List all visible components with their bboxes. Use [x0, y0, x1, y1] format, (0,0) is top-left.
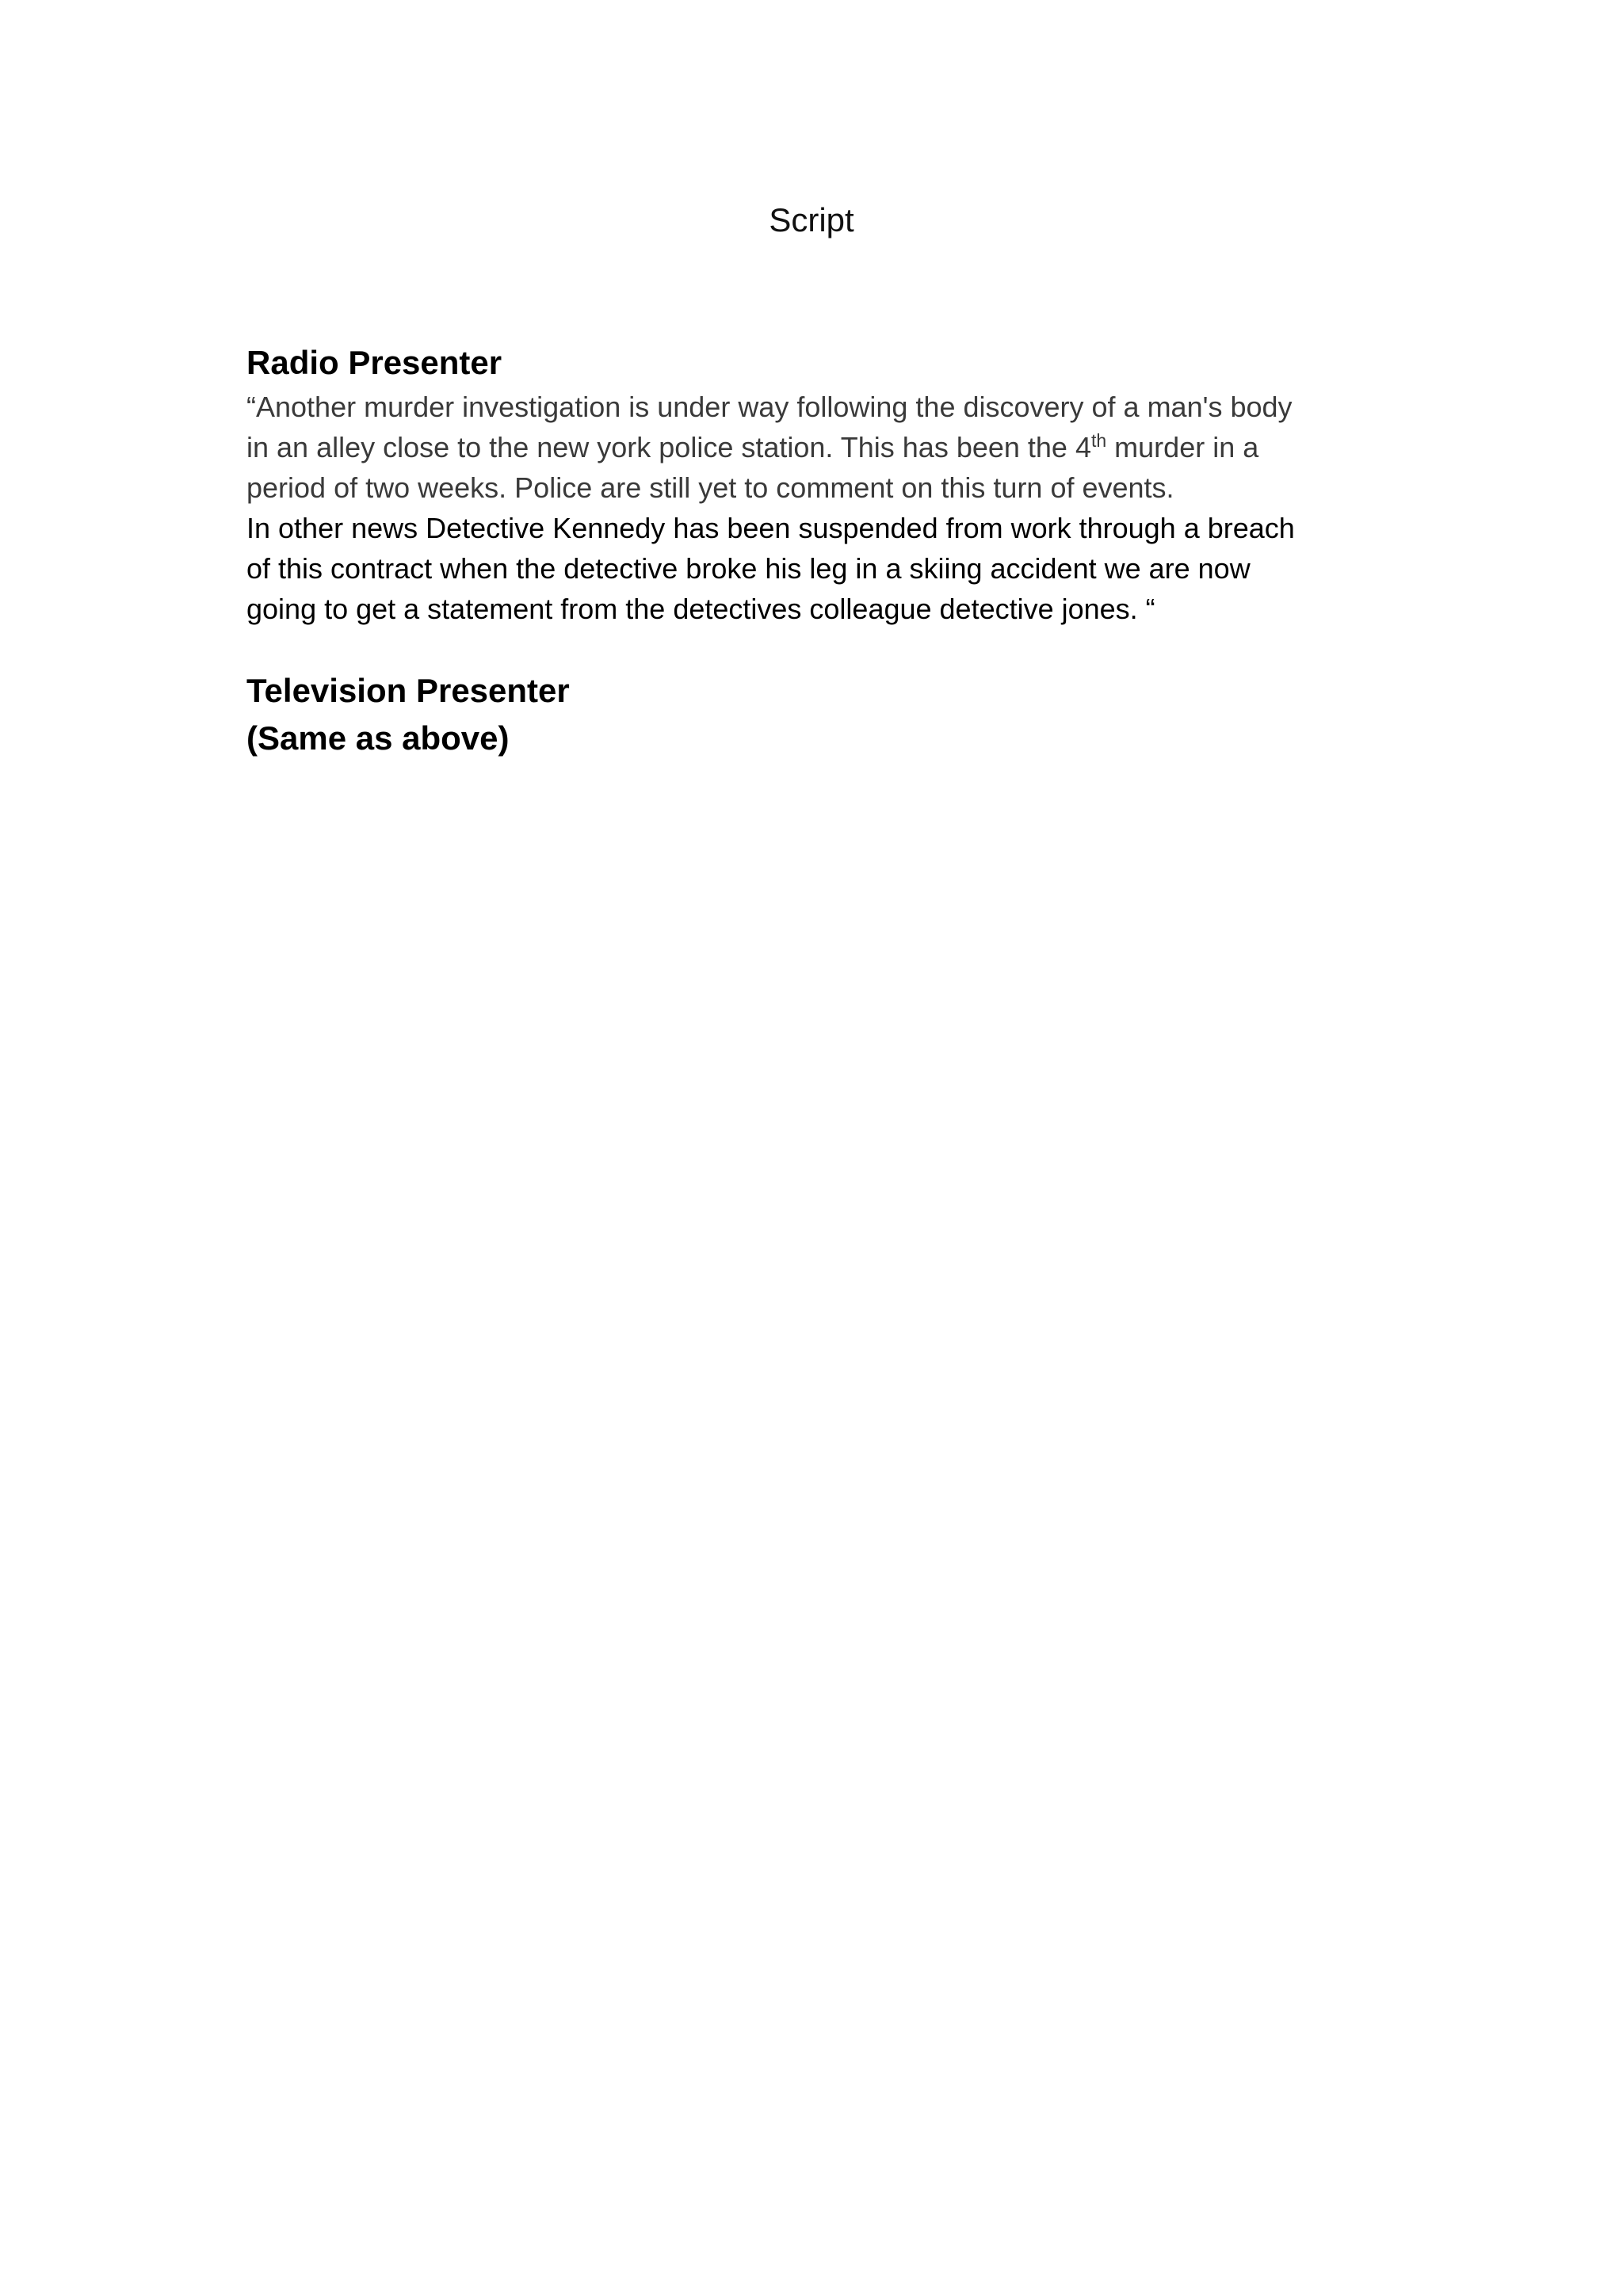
television-presenter-section — [246, 667, 1388, 762]
section-heading-radio-presenter: Radio Presenter — [246, 344, 502, 381]
document-body — [246, 339, 1388, 762]
paragraph-line: “Another murder investigation is under way following the discovery of a man's body — [246, 391, 1293, 423]
paragraph-line: going to get a statement from the detectives colleague detective jones. “ — [246, 593, 1155, 625]
document-title: Script — [769, 201, 854, 238]
paragraph-line: of this contract when the detective broke his leg in a skiing accident we are now — [246, 552, 1251, 585]
ordinal-superscript: th — [1090, 430, 1107, 451]
section-heading-television-presenter: Television Presenter — [246, 672, 570, 709]
radio-presenter-section — [246, 339, 1388, 629]
line-text: in an alley close to the new york police station. This has been the 4 — [246, 431, 1091, 463]
line-text: murder in a — [1106, 431, 1259, 463]
radio-presenter-paragraph — [246, 387, 1388, 629]
same-as-above-note: (Same as above) — [246, 719, 510, 757]
paragraph-line: In other news Detective Kennedy has been suspended from work through a breach — [246, 512, 1295, 544]
section-spacer — [246, 629, 1388, 667]
paragraph-line — [246, 427, 1388, 467]
paragraph-line: period of two weeks. Police are still yet to comment on this turn of events. — [246, 471, 1174, 504]
